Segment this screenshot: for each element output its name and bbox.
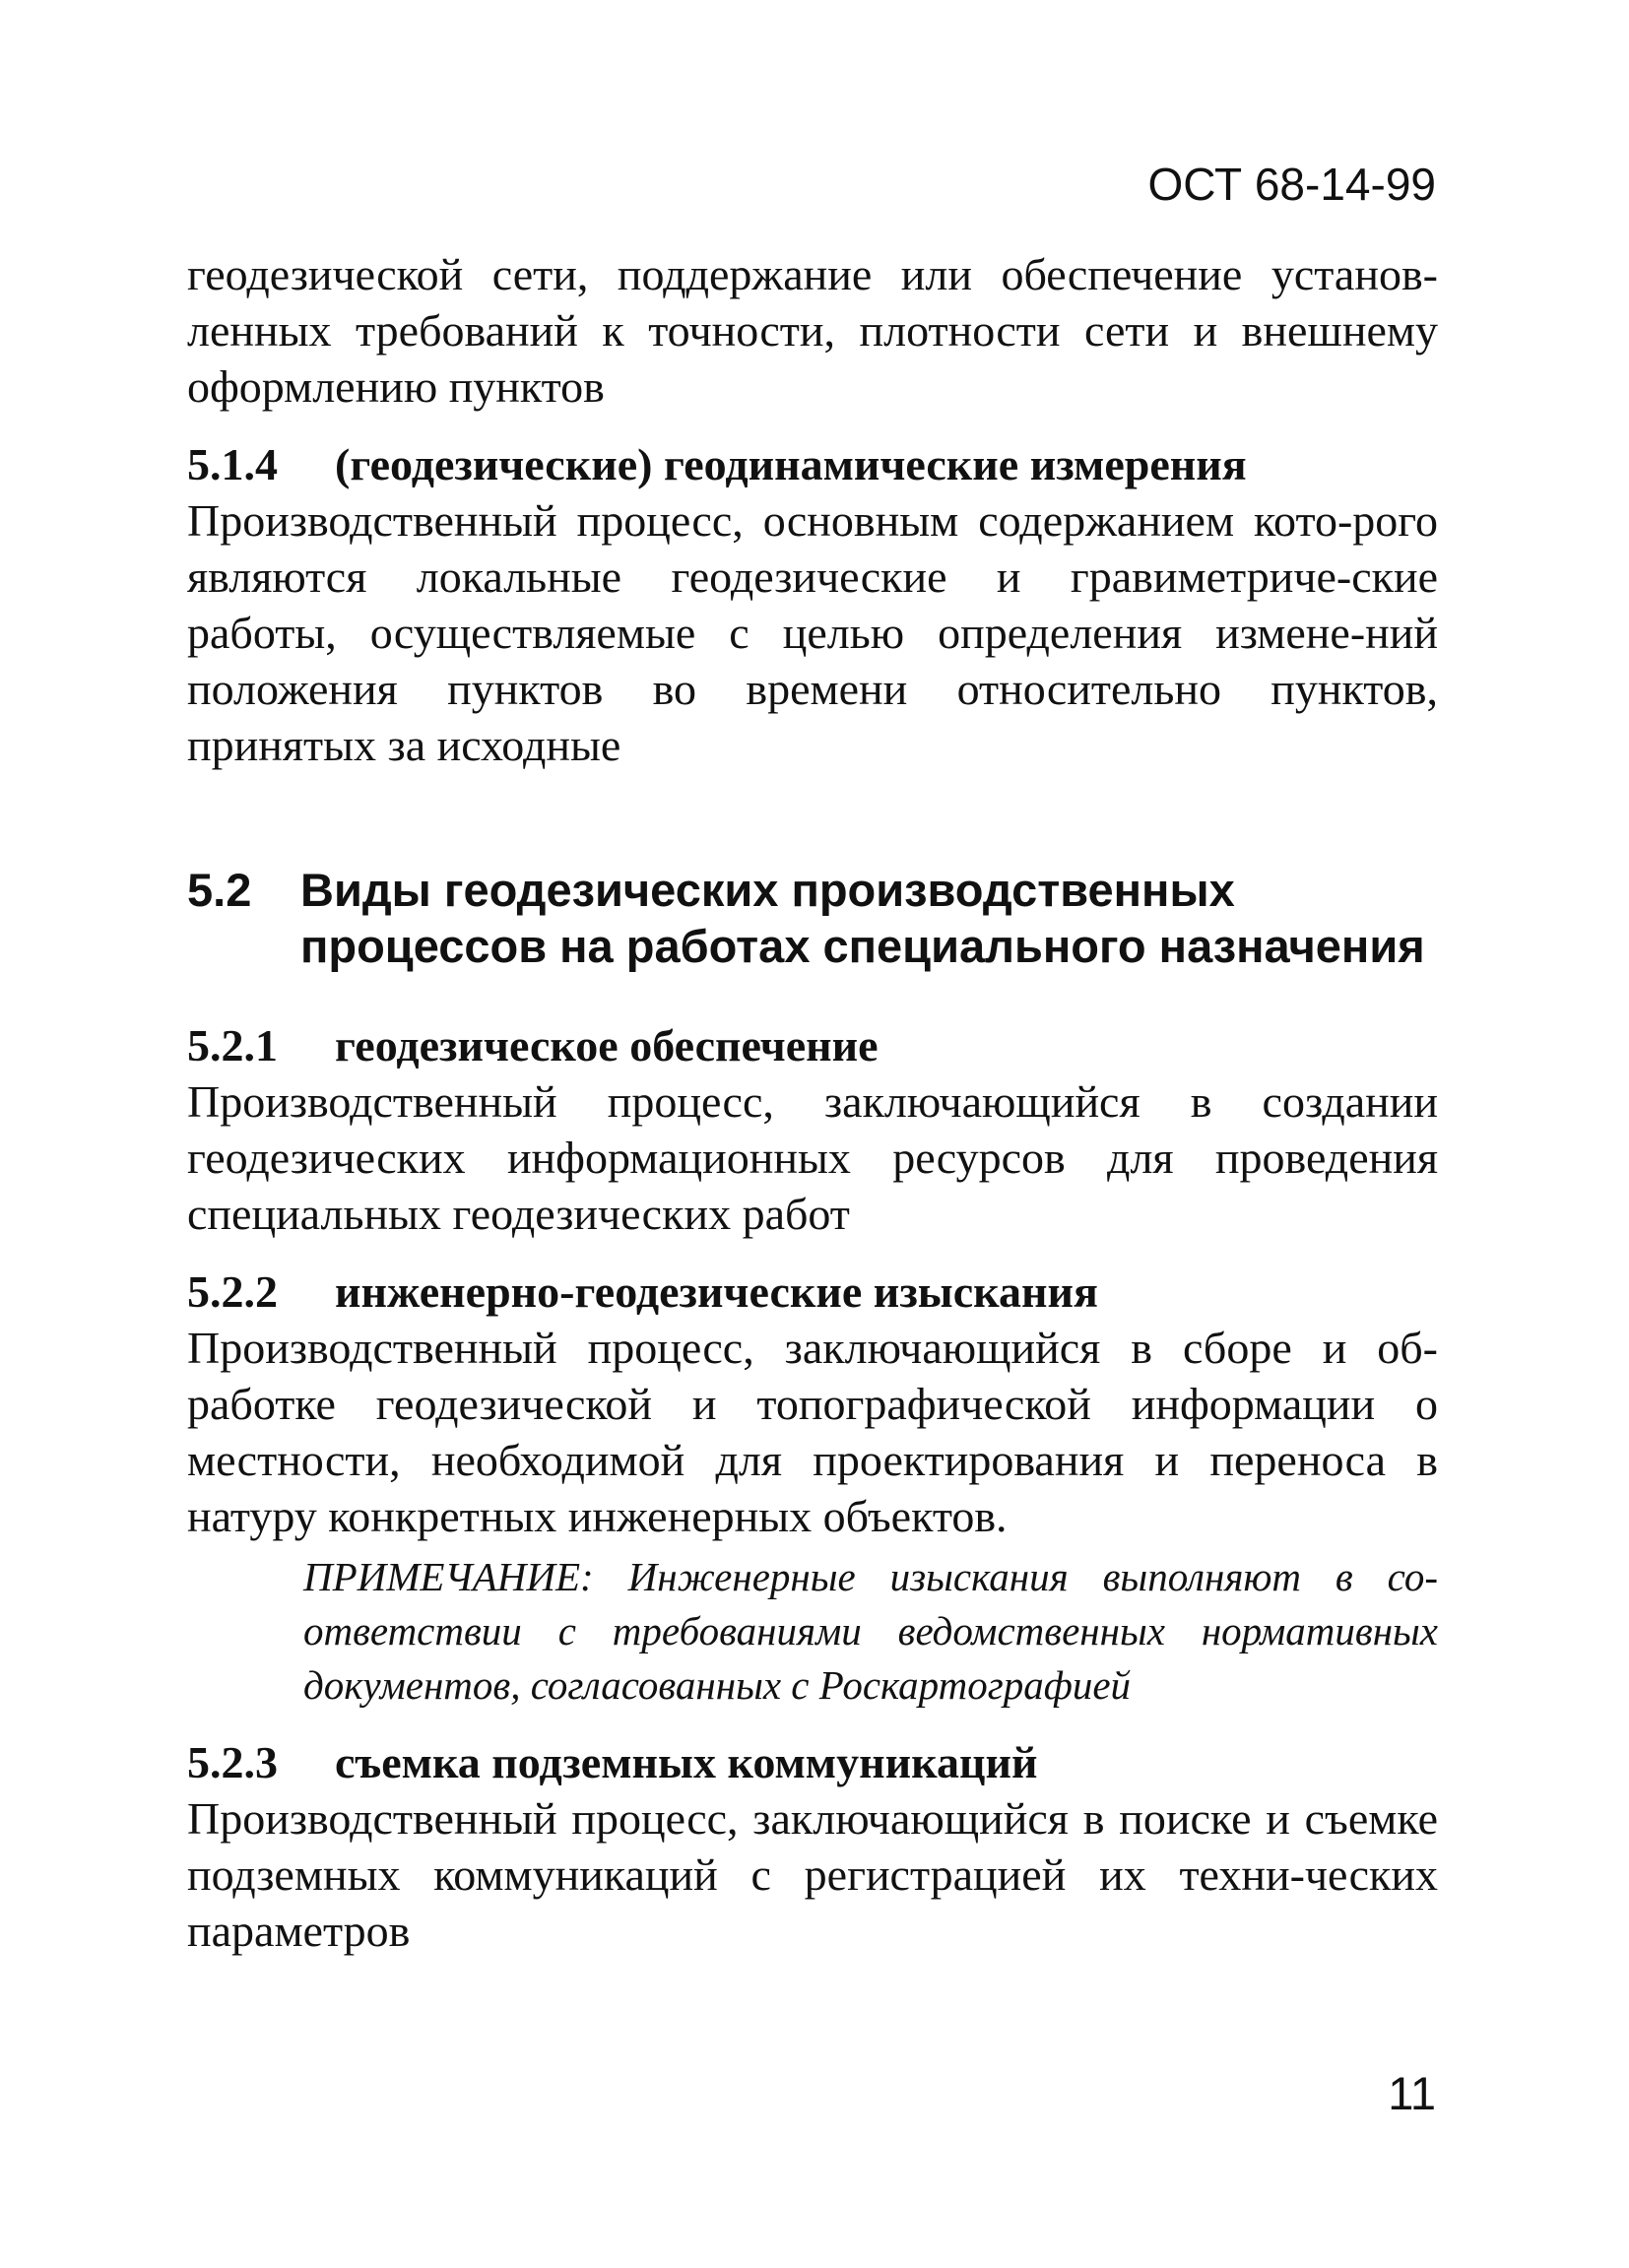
- term-definition-5-2-1: Производственный процесс, заключающийся в создании геодезических информационных ресурсов для проведения специальных геодезических работ: [187, 1076, 1438, 1239]
- section-title: Виды геодезических производственных процессов на работах специального назначения: [300, 864, 1425, 972]
- term-title: (геодезические) геодинамические измерения: [335, 439, 1247, 489]
- continuation-paragraph: геодезической сети, поддержание или обеспечение установ-ленных требований к точности, плотности сети и внешнему оформлению пунктов: [187, 249, 1438, 412]
- term-number: 5.2.1: [187, 1020, 278, 1070]
- page-number: 11: [1388, 2067, 1436, 2119]
- term-number: 5.2.3: [187, 1737, 278, 1787]
- term-heading-5-2-2: [187, 1264, 1438, 1320]
- term-definition-5-2-3: Производственный процесс, заключающийся в поиске и съемке подземных коммуникаций с регистрацией их техни-ческих параметров: [187, 1793, 1438, 1956]
- term-definition-5-2-2: Производственный процесс, заключающийся в сборе и об-работке геодезической и топографической информации о местности, необходимой для проектирования и переноса в натуру конкретных инженерных объектов.: [187, 1323, 1438, 1541]
- term-number: 5.2.2: [187, 1266, 278, 1317]
- term-heading-5-2-3: [187, 1734, 1438, 1790]
- term-number: 5.1.4: [187, 439, 278, 489]
- section-heading-5-2: [187, 862, 1438, 974]
- document-code: ОСТ 68-14-99: [1147, 159, 1436, 210]
- term-title: инженерно-геодезические изыскания: [335, 1266, 1098, 1317]
- term-heading-5-1-4: [187, 436, 1438, 492]
- term-title: съемка подземных коммуникаций: [335, 1737, 1038, 1787]
- page-content: [187, 246, 1438, 1959]
- term-note-5-2-2: ПРИМЕЧАНИЕ: Инженерные изыскания выполняют в со-ответствии с требованиями ведомственных нормативных документов, согласованных с Роскартографией: [303, 1554, 1438, 1708]
- term-title: геодезическое обеспечение: [335, 1020, 879, 1070]
- section-number: 5.2: [187, 864, 252, 916]
- term-heading-5-2-1: [187, 1017, 1438, 1073]
- term-definition-5-1-4: Производственный процесс, основным содержанием кото-рого являются локальные геодезические и гравиметриче-ские работы, осуществляемые с целью определения измене-ний положения пунктов во времени относительно пунктов, принятых за исходные: [187, 495, 1438, 770]
